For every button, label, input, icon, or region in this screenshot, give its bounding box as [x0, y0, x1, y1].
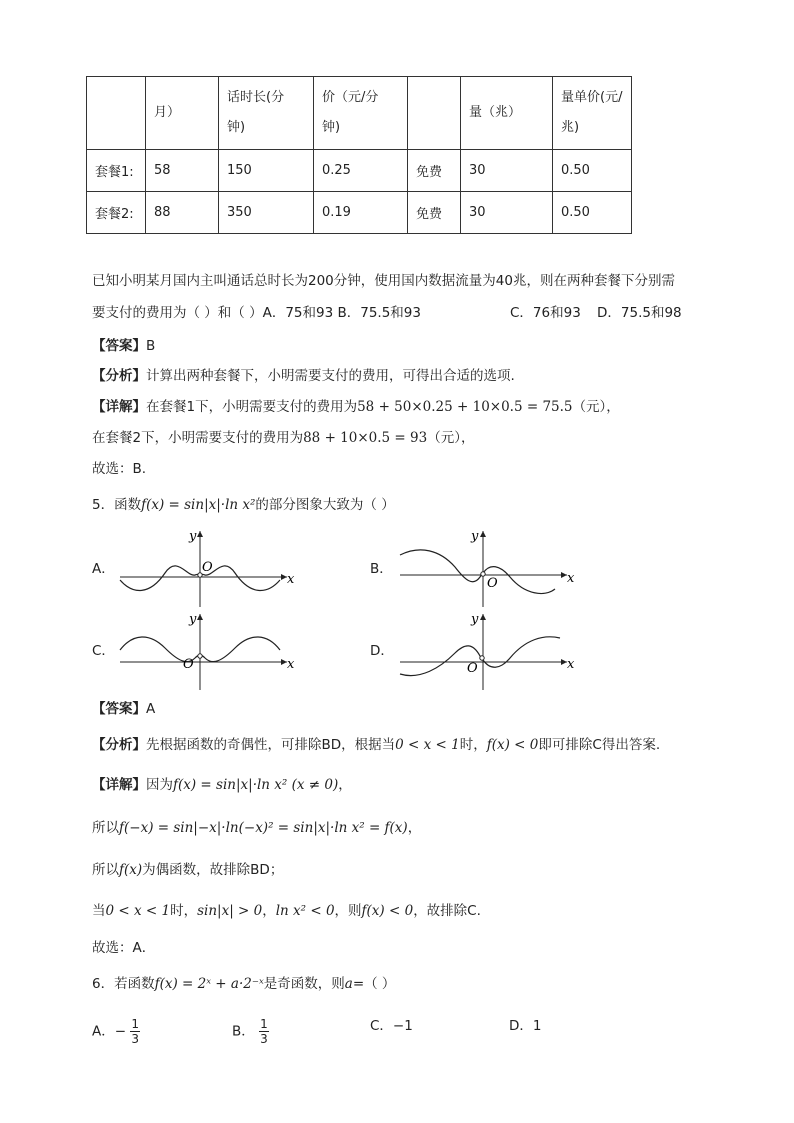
q6-option-b — [232, 1017, 269, 1046]
q5-detail-line3 — [92, 861, 283, 879]
table-row — [87, 192, 632, 234]
analysis-text: 时， — [459, 737, 487, 753]
x-label: x — [287, 657, 295, 672]
detail-unit: （元）， — [427, 430, 475, 446]
detail-label: 【详解】 — [92, 777, 146, 793]
q4-detail-line2 — [92, 429, 474, 447]
q6-number: 6．若函数 — [92, 976, 155, 992]
q6-stem-text: 是奇函数，则 — [263, 976, 345, 992]
table-cell: 30 — [461, 150, 553, 192]
q6-stem — [92, 975, 395, 993]
analysis-math: 0 < x < 1 — [395, 737, 460, 753]
fraction — [130, 1017, 140, 1046]
origin-label: O — [467, 661, 478, 676]
table-header-cell: 量单价(元/兆) — [553, 77, 632, 150]
q4-answer — [92, 337, 155, 355]
table-cell: 套餐2: — [87, 192, 146, 234]
detail-text: 时， — [170, 903, 198, 919]
table-cell: 150 — [219, 150, 314, 192]
q4-option-d: D．75.5和98 — [597, 305, 682, 321]
analysis-text: 即可排除C得出答案. — [538, 737, 661, 753]
q6-stem-end: =（ ） — [352, 976, 396, 992]
detail-text: 所以 — [92, 862, 119, 878]
detail-text: 为偶函数，故排除BD； — [142, 862, 284, 878]
answer-value: B — [146, 338, 156, 354]
q5-analysis — [92, 736, 660, 754]
detail-text: 当 — [92, 903, 106, 919]
plan-table — [86, 76, 632, 234]
origin-label: O — [183, 657, 194, 672]
analysis-text: 先根据函数的奇偶性，可排除BD，根据当 — [146, 737, 396, 753]
table-cell: 免费 — [408, 192, 461, 234]
x-label: x — [567, 657, 575, 672]
q6-variable: a — [344, 976, 353, 992]
graph-label-d: D． — [370, 643, 394, 659]
q5-number: 5．函数 — [92, 497, 142, 513]
numerator: 1 — [260, 1017, 268, 1031]
graph-c — [115, 608, 300, 693]
fraction — [259, 1017, 269, 1046]
table-header-cell: 月） — [146, 77, 219, 150]
q5-detail-line1 — [92, 776, 352, 794]
y-label: y — [189, 529, 197, 544]
option-label: B． — [232, 1023, 255, 1040]
graph-b — [395, 525, 580, 610]
q6-function: f(x) = 2ˣ + a·2⁻ˣ — [154, 976, 264, 992]
analysis-label: 【分析】 — [92, 368, 146, 384]
q4-detail-line1 — [92, 398, 620, 416]
x-label: x — [287, 572, 295, 587]
answer-value: A — [146, 701, 156, 717]
table-header-cell: 价（元/分钟) — [314, 77, 408, 150]
y-label: y — [471, 529, 479, 544]
y-label: y — [189, 612, 197, 627]
table-cell: 0.25 — [314, 150, 408, 192]
detail-text: ， — [262, 903, 276, 919]
table-header-cell: 量（兆） — [461, 77, 553, 150]
denominator: 3 — [131, 1032, 139, 1046]
table-header-row — [87, 77, 632, 150]
detail-text: ，故排除C. — [413, 903, 481, 919]
table-cell: 58 — [146, 150, 219, 192]
curve — [400, 550, 555, 594]
q5-detail-line4 — [92, 902, 481, 920]
table-cell: 88 — [146, 192, 219, 234]
detail-label: 【详解】 — [92, 399, 146, 415]
detail-math: f(x) = sin|x|·ln x² (x ≠ 0) — [173, 777, 339, 793]
table-cell: 30 — [461, 192, 553, 234]
q5-detail-line2 — [92, 819, 421, 837]
detail-text: 所以 — [92, 820, 119, 836]
detail-math: f(−x) = sin|−x|·ln(−x)² = sin|x|·ln x² = f(x) — [119, 820, 408, 836]
answer-label: 【答案】 — [92, 701, 146, 717]
detail-math: f(x) — [119, 862, 143, 878]
table-cell: 350 — [219, 192, 314, 234]
detail-math: 58 + 50×0.25 + 10×0.5 = 75.5 — [357, 399, 573, 415]
numerator: 1 — [131, 1017, 139, 1031]
graph-label-c: C． — [92, 643, 115, 659]
detail-math: sin|x| > 0 — [197, 903, 263, 919]
detail-math: 0 < x < 1 — [105, 903, 171, 919]
q4-analysis — [92, 367, 515, 385]
graph-d — [395, 608, 580, 693]
detail-math: 88 + 10×0.5 = 93 — [303, 430, 428, 446]
detail-text: 在套餐1下，小明需要支付的费用为 — [146, 399, 358, 415]
detail-text: 因为 — [146, 777, 173, 793]
q5-stem — [92, 496, 395, 514]
table-header-cell — [87, 77, 146, 150]
table-header-cell — [408, 77, 461, 150]
table-cell: 0.50 — [553, 150, 632, 192]
y-label: y — [471, 612, 479, 627]
origin-label: O — [202, 560, 213, 575]
answer-label: 【答案】 — [92, 338, 146, 354]
detail-math: f(x) < 0 — [361, 903, 414, 919]
table-row — [87, 150, 632, 192]
hole-point — [198, 654, 202, 658]
q4-conclusion: 故选：B. — [92, 461, 147, 477]
hole-point — [481, 572, 485, 576]
analysis-label: 【分析】 — [92, 737, 146, 753]
detail-text: ， — [407, 820, 422, 836]
origin-label: O — [487, 576, 498, 591]
q5-stem-suffix: 的部分图象大致为（ ） — [255, 497, 395, 513]
analysis-math: f(x) < 0 — [486, 737, 539, 753]
q6-option-d: D．1 — [509, 1018, 542, 1034]
q5-answer — [92, 700, 155, 718]
detail-unit: （元）， — [572, 399, 620, 415]
table-cell: 免费 — [408, 150, 461, 192]
q5-function: f(x) = sin|x|·ln x² — [141, 497, 256, 513]
graph-a — [115, 525, 300, 610]
table-header-cell: 话时长(分钟) — [219, 77, 314, 150]
q4-option-c: C．76和93 — [510, 305, 581, 321]
x-label: x — [567, 571, 575, 586]
table-cell: 套餐1: — [87, 150, 146, 192]
q4-stem-line2: 要支付的费用为（ ）和（ ）A．75和93 B．75.5和93 — [92, 305, 421, 321]
q6-option-c: C．−1 — [370, 1018, 413, 1034]
q5-conclusion: 故选：A． — [92, 940, 156, 956]
option-label: A．− — [92, 1023, 127, 1040]
detail-text: 在套餐2下，小明需要支付的费用为 — [92, 430, 304, 446]
detail-math: ln x² < 0 — [275, 903, 335, 919]
hole-point — [480, 656, 484, 660]
graph-label-a: A． — [92, 561, 115, 577]
table-cell: 0.50 — [553, 192, 632, 234]
table-cell: 0.19 — [314, 192, 408, 234]
detail-text: ，则 — [334, 903, 362, 919]
analysis-text: 计算出两种套餐下，小明需要支付的费用，可得出合适的选项. — [146, 368, 515, 384]
q4-stem-line1: 已知小明某月国内主叫通话总时长为200分钟，使用国内数据流量为40兆，则在两种套餐下分别需 — [92, 273, 675, 289]
q6-option-a — [92, 1017, 140, 1046]
graph-label-b: B． — [370, 561, 393, 577]
detail-text: ， — [338, 777, 352, 793]
denominator: 3 — [260, 1032, 268, 1046]
